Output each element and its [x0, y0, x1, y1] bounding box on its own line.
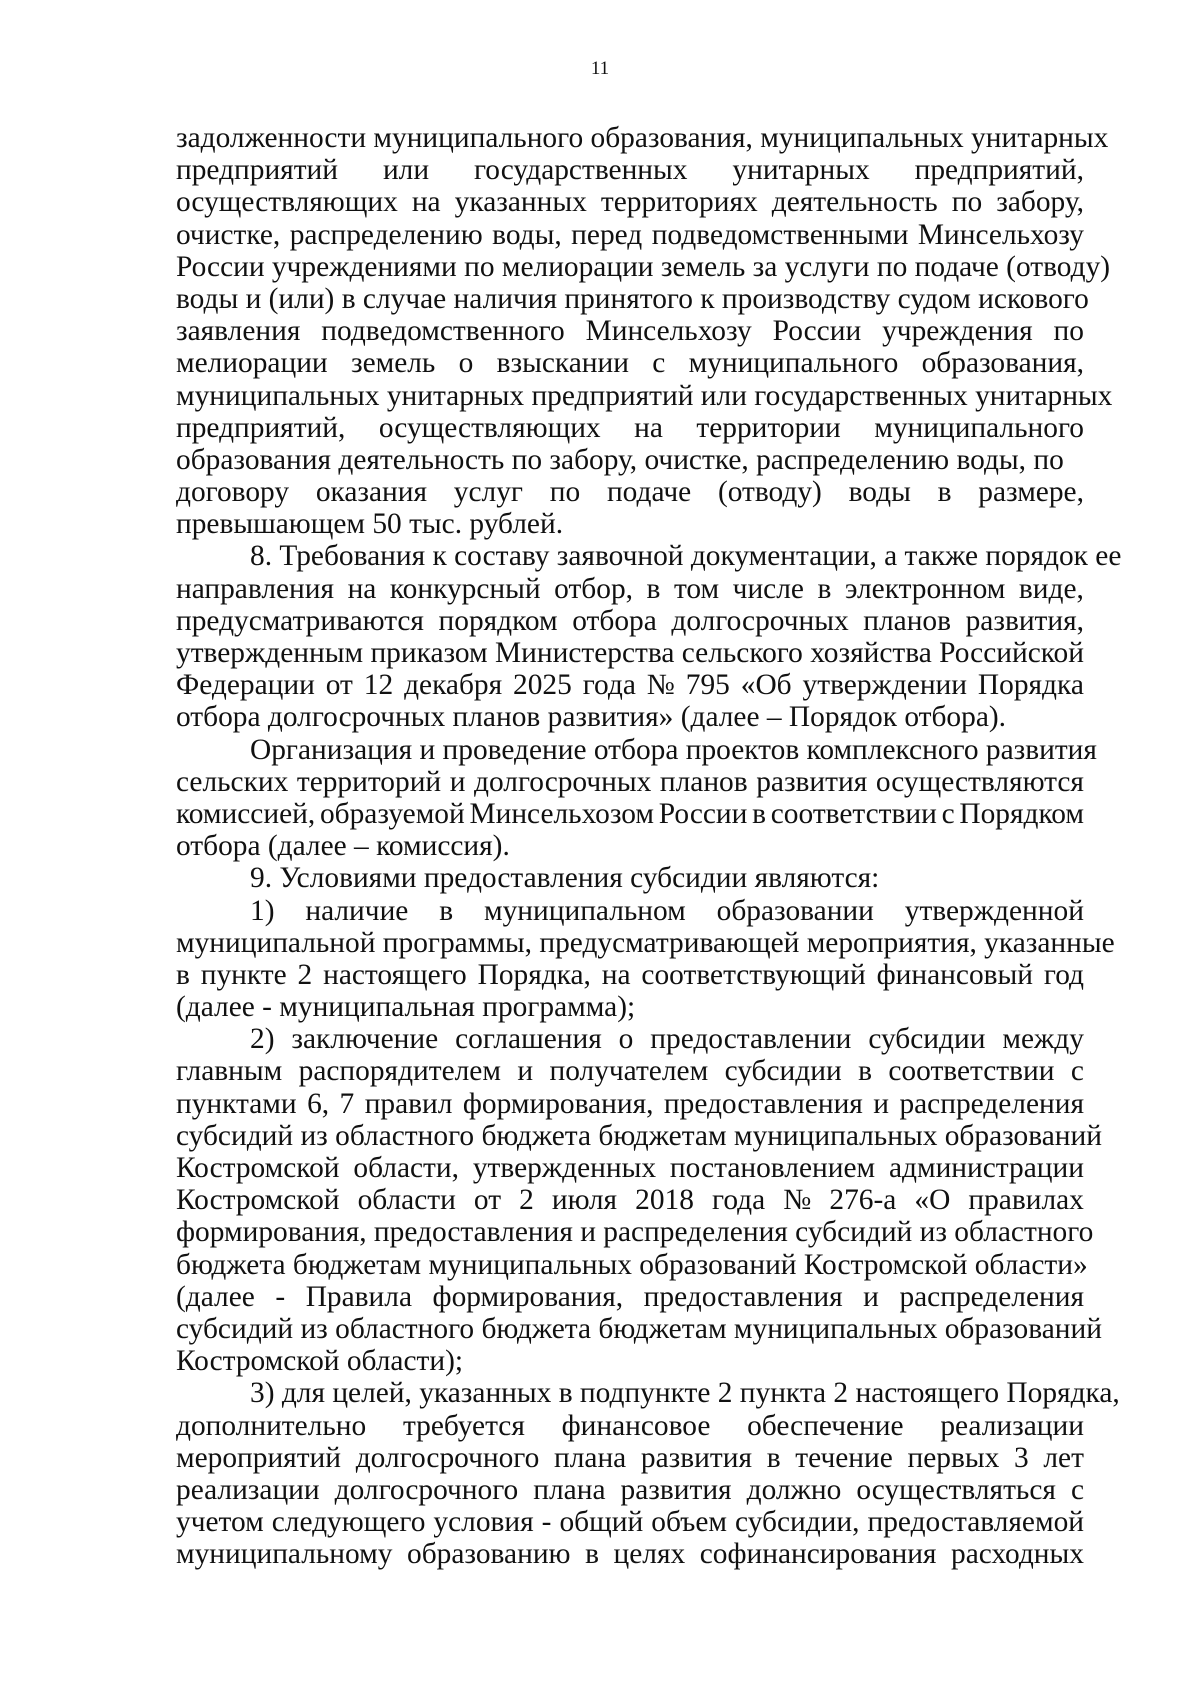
word: с [1070, 1055, 1084, 1088]
word: перед [571, 218, 643, 251]
word: соответствующий [641, 958, 866, 991]
text-line [176, 219, 1084, 251]
word: или [382, 154, 430, 187]
text-line: (далее - муниципальная программа); [176, 991, 636, 1024]
word: соответствии [888, 1055, 1055, 1088]
word: развития [620, 1473, 732, 1506]
word: Порядком [959, 797, 1084, 830]
word: года [712, 1184, 766, 1217]
word: соответствии [770, 797, 937, 830]
word: муниципальном [483, 894, 686, 927]
text-line [176, 186, 1084, 218]
word: Правила [305, 1280, 412, 1313]
word: договору [176, 476, 290, 509]
word: субсидии, [735, 1506, 860, 1539]
word: долгосрочных [671, 604, 849, 637]
word: осуществляющих [176, 186, 398, 219]
word: хозяйства [810, 637, 932, 669]
word: соглашения [455, 1023, 602, 1056]
word: Российской [939, 637, 1084, 669]
text-line: 9. Условиями предоставления субсидии являются: [250, 862, 880, 895]
text-line: воды и (или) в случае наличия принятого к производству судом искового [176, 282, 1089, 315]
word: обеспечение [747, 1409, 904, 1442]
word: в [439, 894, 454, 927]
text-line [176, 412, 1084, 444]
word: развития [756, 765, 868, 798]
word: в [176, 958, 190, 991]
word: заявления [176, 315, 301, 348]
word: территориях [600, 186, 758, 219]
text-line [176, 1506, 1084, 1538]
word: предоставляемой [867, 1506, 1084, 1539]
word: субсидии [724, 1055, 842, 1088]
text-line: Костромской области); [176, 1345, 464, 1378]
word: и [517, 1055, 534, 1088]
text-line [176, 1410, 1084, 1442]
word: предоставления [663, 1087, 863, 1120]
text-line [176, 1538, 1084, 1570]
word: о [618, 1023, 634, 1056]
text-line [176, 895, 1084, 927]
word: общий [559, 1506, 644, 1539]
word: формирования, [432, 1280, 624, 1313]
word: услуг [453, 476, 523, 509]
word: в [766, 1441, 781, 1474]
word: 12 [363, 669, 394, 702]
word: по [549, 476, 581, 509]
word: указанных [454, 186, 587, 219]
word: «О [914, 1184, 951, 1217]
word: области [357, 1184, 456, 1217]
text-line: Организация и проведение отбора проектов комплексного развития [250, 733, 1097, 766]
word: Костромской [176, 1184, 340, 1217]
word: № [646, 669, 675, 702]
word: оказания [315, 476, 428, 509]
word: плана [533, 1473, 606, 1506]
text-line [176, 1442, 1084, 1474]
text-line: образования деятельность по забору, очистке, распределению воды, по [176, 443, 1064, 476]
word: в [858, 1055, 872, 1088]
word: 276-а [829, 1184, 897, 1217]
word: 2) [250, 1023, 275, 1056]
text-line [176, 766, 1084, 798]
word: течение [795, 1441, 893, 1474]
word: территорий [296, 765, 442, 798]
word: Костромской [176, 1152, 340, 1184]
word: 3 [1013, 1441, 1029, 1474]
word: виде, [1018, 572, 1084, 605]
word: Минсельхозу [585, 315, 752, 348]
word: 6, [307, 1087, 330, 1120]
word: очистке, [176, 218, 281, 251]
word: предоставлении [650, 1023, 852, 1056]
text-line: субсидий из областного бюджета бюджетам муниципальных образований [176, 1119, 1102, 1152]
text-line [176, 1474, 1084, 1506]
word: долгосрочных [474, 765, 652, 798]
word: образуемой [319, 797, 465, 830]
word: настоящего [323, 958, 467, 991]
word: постановлением [669, 1152, 876, 1184]
word: от [325, 669, 353, 702]
text-line [176, 669, 1084, 701]
word: сельского [681, 637, 803, 669]
word: (отводу) [717, 476, 822, 509]
text-line: отбора (далее – комиссия). [176, 830, 510, 863]
word: приказом [370, 637, 488, 669]
text-line [176, 476, 1084, 508]
word: долгосрочного [334, 1473, 519, 1506]
word: учреждения [882, 315, 1033, 348]
word: унитарных [732, 154, 870, 187]
word: должно [746, 1473, 842, 1506]
word: № [783, 1184, 812, 1217]
word: комиссией, [176, 797, 316, 830]
word: 2 [519, 1184, 534, 1217]
word: отбор, [554, 572, 633, 605]
text-line: России учреждениями по мелиорации земель за услуги по подаче (отводу) [176, 250, 1111, 283]
word: и [873, 1087, 889, 1120]
word: осуществляющих [378, 411, 601, 444]
word: забору, [996, 186, 1084, 219]
word: с [1070, 1473, 1084, 1506]
word: субсидии [868, 1023, 986, 1056]
word: взыскании [496, 347, 629, 380]
word: 2 [297, 958, 313, 991]
word: финансовый [876, 958, 1034, 991]
text-line [176, 1184, 1084, 1216]
word: воды, [492, 218, 562, 251]
word: в [817, 572, 832, 605]
word: распределения [899, 1280, 1084, 1313]
word: Федерации [176, 669, 315, 702]
word: Минсельхозом [469, 797, 655, 830]
word: образования, [921, 347, 1084, 380]
word: требуется [402, 1409, 525, 1442]
word: лет [1043, 1441, 1084, 1474]
word: деятельность [771, 186, 938, 219]
word: предусматриваются [176, 604, 424, 637]
word: предприятий, [176, 411, 346, 444]
text-line: 3) для целей, указанных в подпункте 2 пункта 2 настоящего Порядка, [250, 1377, 1120, 1410]
word: в [585, 1538, 599, 1571]
text-line [176, 959, 1084, 991]
word: реализации [940, 1409, 1084, 1442]
word: распределения [899, 1087, 1084, 1120]
text-line: муниципальной программы, предусматривающей мероприятия, указанные [176, 926, 1115, 959]
word: 7 [339, 1087, 355, 1120]
word: Минсельхозу [917, 218, 1084, 251]
word: 2018 [635, 1184, 694, 1217]
word: подведомственного [321, 315, 565, 348]
word: по [1053, 315, 1084, 348]
word: объем [651, 1506, 728, 1539]
word: на [411, 186, 441, 219]
word: в [752, 797, 767, 830]
word: России [658, 797, 748, 830]
word: и [863, 1280, 879, 1313]
word: утвержденным [176, 637, 364, 669]
word: главным [176, 1055, 283, 1088]
word: планов [659, 765, 748, 798]
word: утвержденных [472, 1152, 657, 1184]
word: год [1043, 958, 1084, 991]
word: Порядка [977, 669, 1084, 702]
word: долгосрочного [355, 1441, 540, 1474]
text-line [176, 1023, 1084, 1055]
word: осуществляются [875, 765, 1084, 798]
word: 2025 [513, 669, 572, 702]
word: с [941, 797, 955, 830]
word: подведомственными [651, 218, 909, 251]
text-line [176, 1055, 1084, 1087]
word: предприятий [176, 154, 339, 187]
word: между [1002, 1023, 1084, 1056]
document-body [176, 122, 1122, 1571]
word: учетом [176, 1506, 264, 1539]
word: администрации [888, 1152, 1084, 1184]
word: «Об [740, 669, 792, 702]
word: территории [696, 411, 841, 444]
word: получателем [549, 1055, 709, 1088]
word: том [673, 572, 720, 605]
word: воды [848, 476, 911, 509]
word: плана [554, 1441, 627, 1474]
text-line [176, 798, 1084, 830]
text-line: превышающем 50 тыс. рублей. [176, 508, 564, 541]
text-line: 8. Требования к составу заявочной документации, а также порядок ее [250, 540, 1122, 573]
word: подаче [606, 476, 692, 509]
text-line [176, 315, 1084, 347]
text-line: субсидий из областного бюджета бюджетам муниципальных образований [176, 1312, 1102, 1345]
text-line: задолженности муниципального образования, муниципальных унитарных [176, 122, 1109, 154]
text-line [176, 605, 1084, 637]
word: муниципального [874, 411, 1084, 444]
word: России [772, 315, 862, 348]
word: на [347, 572, 377, 605]
word: муниципального [688, 347, 899, 380]
word: развития, [965, 604, 1084, 637]
word: софинансирования [699, 1538, 937, 1571]
word: дополнительно [176, 1409, 367, 1442]
word: электронном [844, 572, 1006, 605]
word: земель [350, 347, 436, 380]
word: и [449, 765, 466, 798]
word: формирования, [462, 1087, 654, 1120]
word: по [951, 186, 983, 219]
word: о [458, 347, 474, 380]
word: сельских [176, 765, 289, 798]
text-line: муниципальных унитарных предприятий или государственных унитарных [176, 379, 1113, 412]
word: наличие [305, 894, 409, 927]
word: конкурсный [389, 572, 541, 605]
word: на [601, 958, 631, 991]
word: 795 [685, 669, 730, 702]
text-line [176, 1281, 1084, 1313]
word: осуществляться [856, 1473, 1056, 1506]
word: мероприятий [176, 1441, 342, 1474]
word: пункте [200, 958, 287, 991]
word: предприятий, [914, 154, 1084, 187]
word: - [541, 1506, 552, 1539]
text-line [176, 1152, 1084, 1184]
word: образовании [716, 894, 874, 927]
word: финансовое [561, 1409, 711, 1442]
word: от [473, 1184, 502, 1217]
word: правил [364, 1087, 453, 1120]
word: следующего [271, 1506, 426, 1539]
word: в [937, 476, 952, 509]
word: с [652, 347, 666, 380]
word: заключение [291, 1023, 439, 1056]
word: развития [640, 1441, 752, 1474]
word: июля [551, 1184, 618, 1217]
text-line [176, 637, 1084, 669]
text-line: отбора долгосрочных планов развития» (далее – Порядок отбора). [176, 701, 1006, 734]
word: государственных [473, 154, 688, 187]
text-line [176, 347, 1084, 379]
word: 1) [250, 894, 275, 927]
word: области, [353, 1152, 459, 1184]
text-line [176, 154, 1084, 186]
word: (далее [176, 1280, 255, 1313]
word: на [634, 411, 663, 444]
word: пунктами [176, 1087, 297, 1120]
word: размере, [978, 476, 1084, 509]
word: реализации [176, 1473, 320, 1506]
word: целях [613, 1538, 686, 1571]
word: Порядка, [477, 958, 591, 991]
word: Министерства [495, 637, 675, 669]
word: в [646, 572, 661, 605]
word: распорядителем [298, 1055, 501, 1088]
word: первых [907, 1441, 1000, 1474]
word: числе [732, 572, 804, 605]
text-line: формирования, предоставления и распределения субсидий из областного [176, 1216, 1094, 1249]
text-line: бюджета бюджетам муниципальных образований Костромской области» [176, 1248, 1088, 1281]
text-line [176, 1088, 1084, 1120]
word: - [275, 1280, 286, 1313]
word: условия [433, 1506, 534, 1539]
word: муниципальному [176, 1538, 393, 1571]
word: предоставления [643, 1280, 843, 1313]
text-line [176, 573, 1084, 605]
word: правилах [968, 1184, 1084, 1217]
word: утвержденной [904, 894, 1084, 927]
word: образованию [407, 1538, 571, 1571]
word: мелиорации [176, 347, 328, 380]
word: направления [176, 572, 335, 605]
word: утверждении [802, 669, 968, 702]
word: порядком [438, 604, 558, 637]
word: декабря [404, 669, 503, 702]
word: планов [863, 604, 952, 637]
word: года [582, 669, 636, 702]
word: расходных [951, 1538, 1084, 1571]
page-number: 11 [590, 58, 610, 79]
word: распределению [289, 218, 483, 251]
word: отбора [572, 604, 657, 637]
